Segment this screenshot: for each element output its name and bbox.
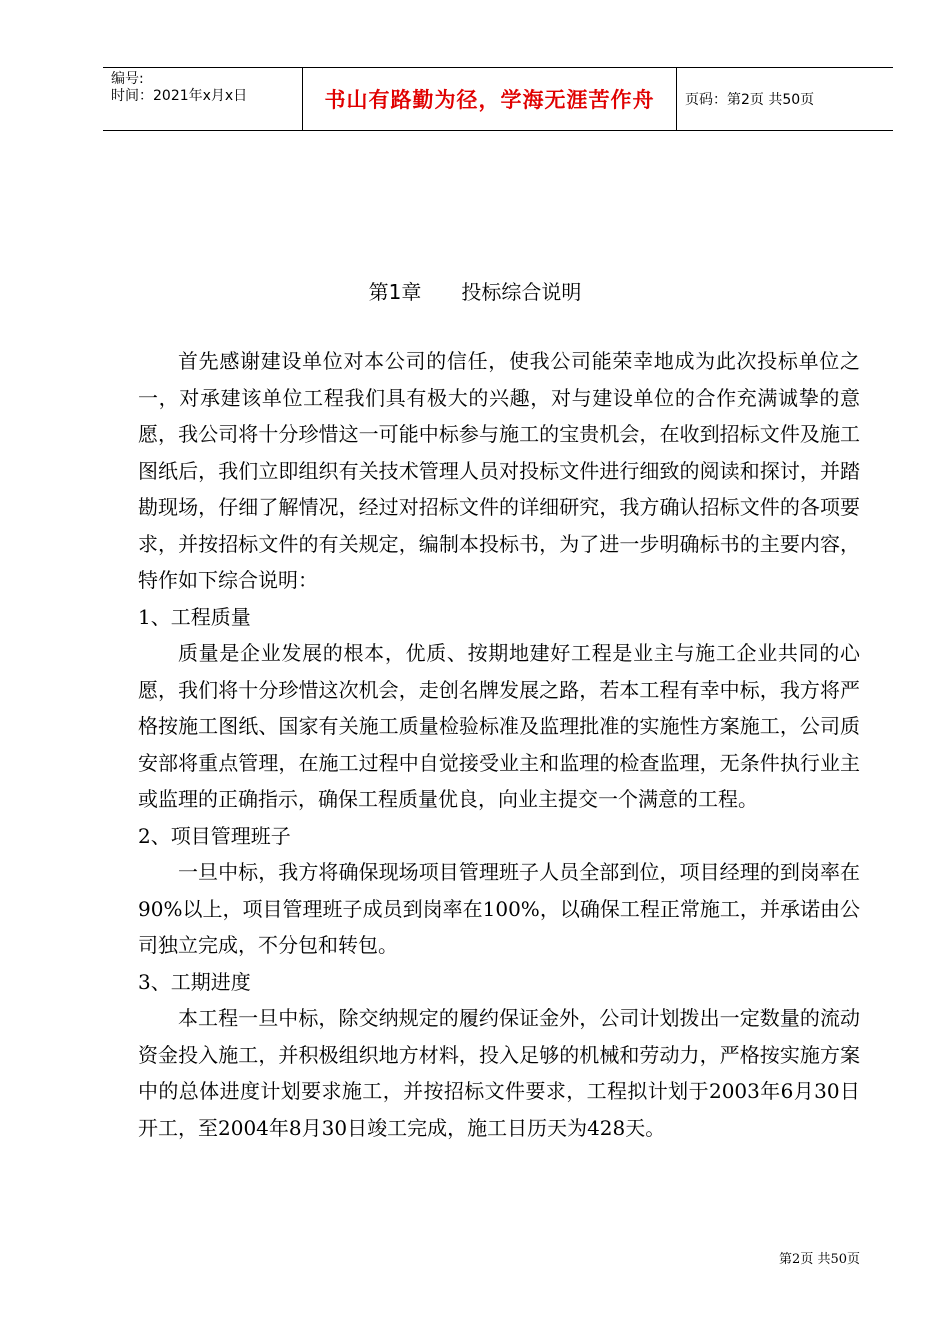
chapter-title: 第1章 投标综合说明 — [368, 280, 582, 304]
page-header — [103, 67, 893, 131]
management-paragraph: 一旦中标，我方将确保现场项目管理班子人员全部到位，项目经理的到岗率在90%以上，项目管理班子成员到岗率在100%，以确保工程正常施工，并承诺由公司独立完成，不分包和转包。 — [138, 860, 860, 957]
document-time-label: 时间：2021年x月x日 — [111, 88, 248, 104]
document-number-label: 编号: — [111, 71, 144, 87]
document-body — [138, 343, 860, 1146]
schedule-paragraph: 本工程一旦中标，除交纳规定的履约保证金外，公司计划拨出一定数量的流动资金投入施工，并积极组织地方材料，投入足够的机械和劳动力，严格按实施方案中的总体进度计划要求施工，并按招标文件要求，工程拟计划于2003年6月30日开工，至2004年8月30日竣工完成，施工日历天为428天。 — [138, 1006, 860, 1140]
intro-paragraph: 首先感谢建设单位对本公司的信任，使我公司能荣幸地成为此次投标单位之一，对承建该单位工程我们具有极大的兴趣，对与建设单位的合作充满诚挚的意愿，我公司将十分珍惜这一可能中标参与施工的宝贵机会，在收到招标文件及施工图纸后，我们立即组织有关技术管理人员对投标文件进行细致的阅读和探讨，并踏勘现场，仔细了解情况，经过对招标文件的详细研究，我方确认招标文件的各项要求，并按招标文件的有关规定，编制本投标书，为了进一步明确标书的主要内容，特作如下综合说明： — [138, 349, 860, 592]
header-page-info: 页码：第2页 共50页 — [685, 92, 815, 108]
section-heading-management: 2、项目管理班子 — [138, 823, 291, 848]
header-meta — [103, 68, 303, 130]
page-footer: 第2页 共50页 — [779, 1252, 860, 1267]
quality-paragraph: 质量是企业发展的根本，优质、按期地建好工程是业主与施工企业共同的心愿，我们将十分珍惜这次机会，走创名牌发展之路，若本工程有幸中标，我方将严格按施工图纸、国家有关施工质量检验标准及监理批准的实施性方案施工，公司质安部将重点管理，在施工过程中自觉接受业主和监理的检查监理，无条件执行业主或监理的正确指示，确保工程质量优良，向业主提交一个满意的工程。 — [138, 641, 860, 811]
section-heading-schedule: 3、工期进度 — [138, 969, 251, 994]
section-heading-quality: 1、工程质量 — [138, 604, 251, 629]
header-motto: 书山有路勤为径，学海无涯苦作舟 — [303, 68, 677, 130]
